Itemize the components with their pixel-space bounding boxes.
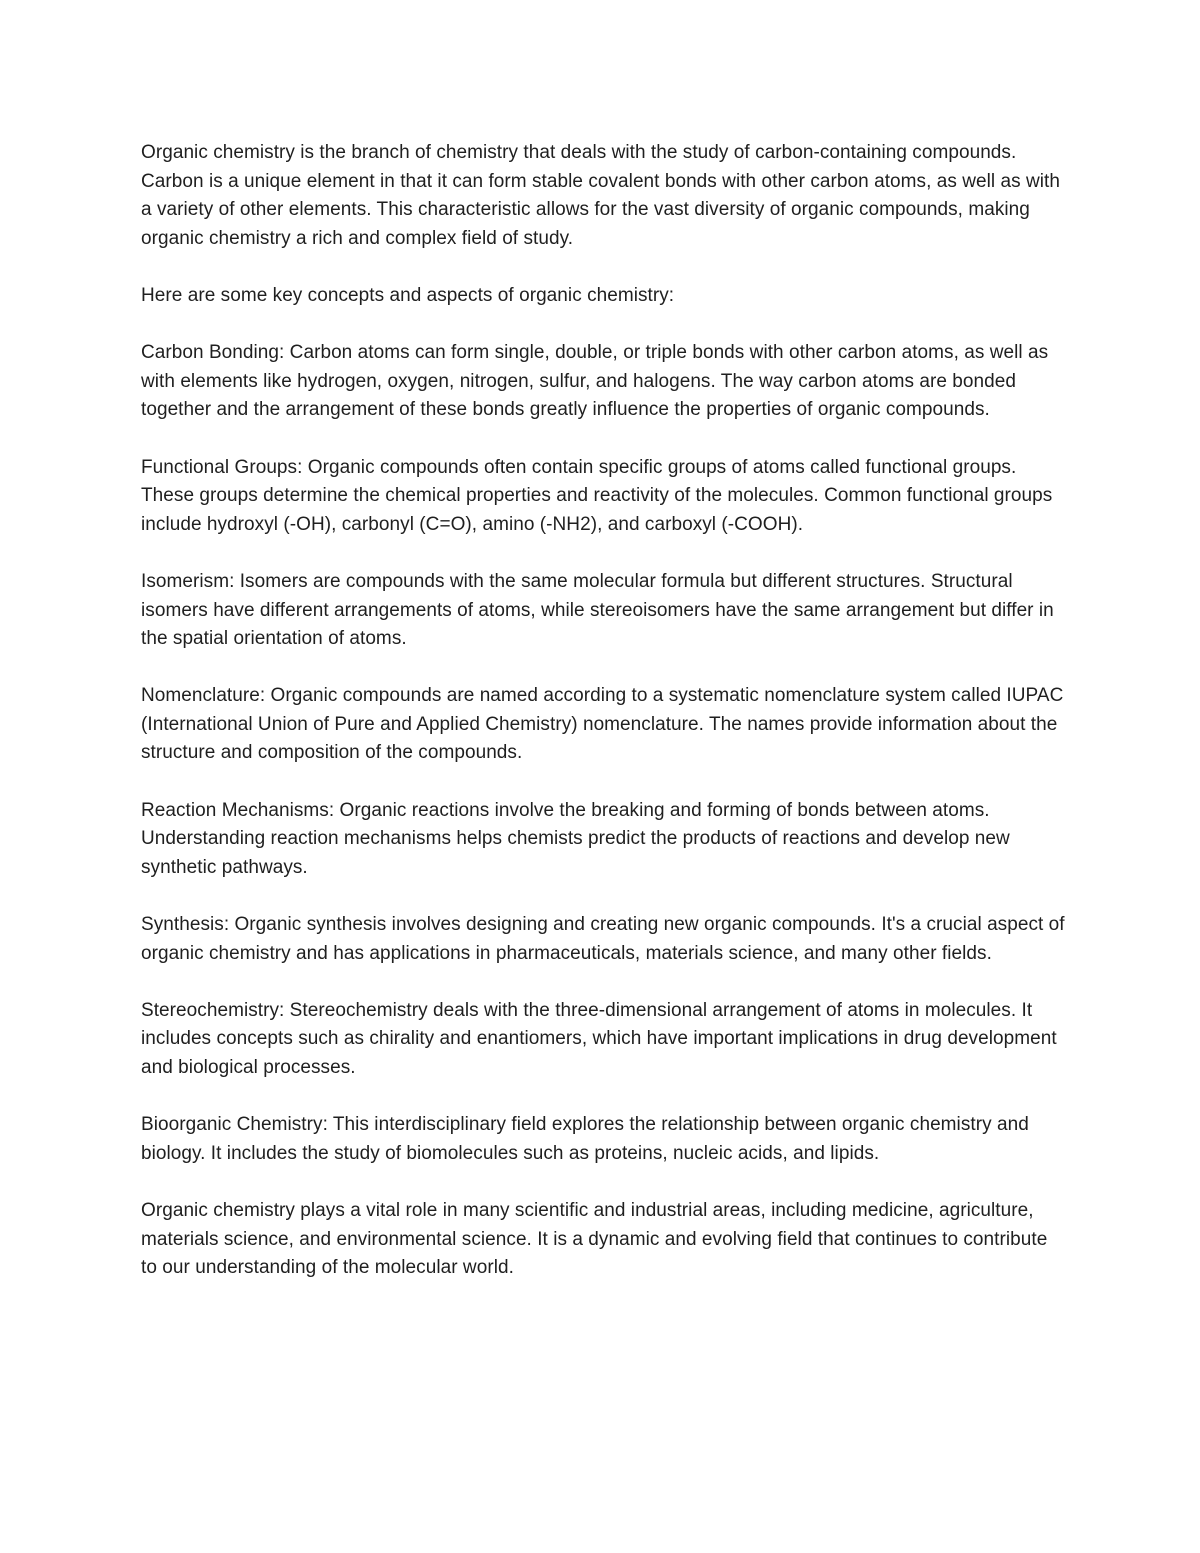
intro-paragraph: Organic chemistry is the branch of chemistry that deals with the study of carbon-containing compounds. Carbon is a unique element in that it can form stable covalent bonds with other carbon atoms, as well as with a variety of other elements. This characteristic allows for the vast diversity of organic compounds, making organic chemistry a rich and complex field of study. [141,142,1060,249]
carbon-bonding-paragraph: Carbon Bonding: Carbon atoms can form single, double, or triple bonds with other carbon atoms, as well as with elements like hydrogen, oxygen, nitrogen, sulfur, and halogens. The way carbon atoms are bonded together and the arrangement of these bonds greatly influence the properties of organic compounds. [141,342,1049,421]
functional-groups-paragraph: Functional Groups: Organic compounds often contain specific groups of atoms called functional groups. These groups determine the chemical properties and reactivity of the molecules. Common functional groups include hydroxyl (-OH), carbonyl (C=O), amino (-NH2), and carboxyl (-COOH). [141,456,1053,535]
stereochemistry-paragraph: Stereochemistry: Stereochemistry deals with the three-dimensional arrangement of atoms in molecules. It includes concepts such as chirality and enantiomers, which have important implications in drug development and biological processes. [141,999,1057,1078]
bioorganic-chemistry-paragraph: Bioorganic Chemistry: This interdisciplinary field explores the relationship between organic chemistry and biology. It includes the study of biomolecules such as proteins, nucleic acids, and lipids. [141,1114,1029,1164]
document-body [141,139,1066,1283]
synthesis-paragraph: Synthesis: Organic synthesis involves designing and creating new organic compounds. It's a crucial aspect of organic chemistry and has applications in pharmaceuticals, materials science, and many other fields. [141,914,1065,964]
reaction-mechanisms-paragraph: Reaction Mechanisms: Organic reactions involve the breaking and forming of bonds between atoms. Understanding reaction mechanisms helps chemists predict the products of reactions and develop new synthetic pathways. [141,799,1010,878]
key-concepts-lead-paragraph: Here are some key concepts and aspects of organic chemistry: [141,284,675,306]
nomenclature-paragraph: Nomenclature: Organic compounds are named according to a systematic nomenclature system called IUPAC (International Union of Pure and Applied Chemistry) nomenclature. The names provide information about the structure and composition of the compounds. [141,685,1064,764]
isomerism-paragraph: Isomerism: Isomers are compounds with the same molecular formula but different structures. Structural isomers have different arrangements of atoms, while stereoisomers have the same arrangement but differ in the spatial orientation of atoms. [141,570,1054,650]
conclusion-paragraph: Organic chemistry plays a vital role in many scientific and industrial areas, including medicine, agriculture, materials science, and environmental science. It is a dynamic and evolving field that continues to contribute to our understanding of the molecular world. [141,1199,1048,1279]
